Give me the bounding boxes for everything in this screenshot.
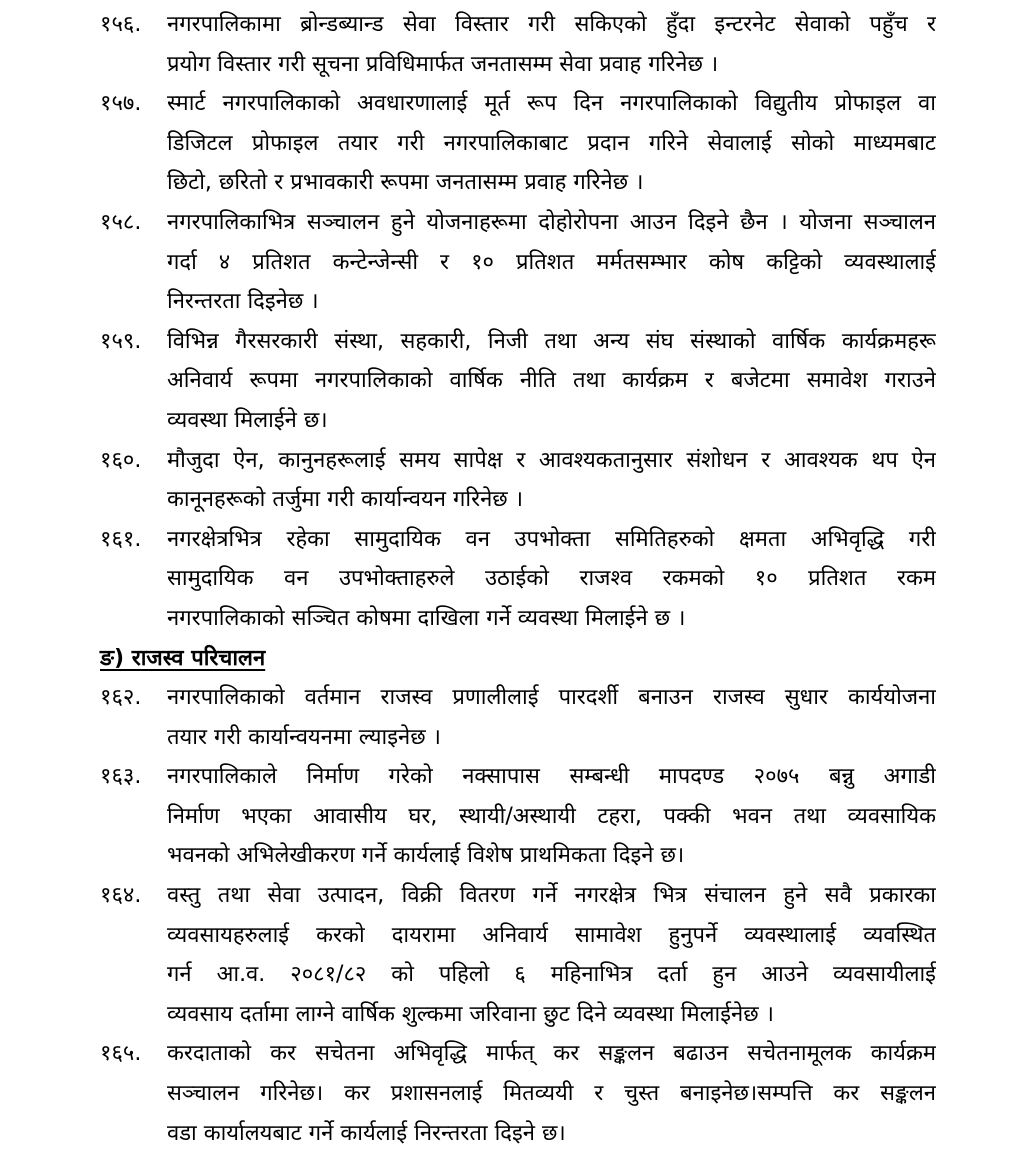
paragraph-number: १६५. (100, 1041, 142, 1067)
policy-list (100, 5, 936, 639)
paragraph-line: निर्माण भएका आवासीय घर, स्थायी/अस्थायी टहरा, पक्की भवन तथा व्यवसायिक (167, 803, 936, 829)
paragraph-line: विभिन्न गैरसरकारी संस्था, सहकारी, निजी तथा अन्य संघ संस्थाको वार्षिक कार्यक्रमहरू (167, 328, 936, 354)
paragraph-number: १६१. (100, 526, 142, 552)
paragraph-line: मौजुदा ऐन, कानुनहरूलाई समय सापेक्ष र आवश्यकतानुसार संशोधन र आवश्यक थप ऐन (167, 447, 936, 473)
paragraph-number: १६४. (100, 883, 142, 909)
paragraph-line: वस्तु तथा सेवा उत्पादन, विक्री वितरण गर्ने नगरक्षेत्र भित्र संचालन हुने सवै प्रकारका (167, 883, 936, 909)
paragraph-line: स्मार्ट नगरपालिकाको अवधारणालाई मूर्त रूप दिन नगरपालिकाको विद्युतीय प्रोफाइल वा (167, 91, 936, 117)
paragraph-number: १६०. (100, 447, 142, 473)
paragraph-line: व्यवसायहरुलाई करको दायरामा अनिवार्य सामावेश हुनुपर्ने व्यवस्थालाई व्यवस्थित (167, 922, 936, 948)
paragraph-line: व्यवस्था मिलाईने छ। (167, 407, 328, 433)
paragraph-line: तयार गरी कार्यान्वयनमा ल्याइनेछ । (167, 724, 442, 750)
paragraph-line: नगरपालिकामा ब्रोन्डब्यान्ड सेवा विस्तार गरी सकिएको हुँदा इन्टरनेट सेवाको पहुँच र (167, 12, 936, 37)
paragraph-number: १५६. (100, 12, 142, 37)
paragraph-line: सञ्चालन गरिनेछ। कर प्रशासनलाई मितव्ययी र चुस्त बनाइनेछ।सम्पत्ति कर सङ्कलन (167, 1081, 936, 1107)
paragraph-number: १५७. (100, 91, 142, 117)
revenue-policy-list (100, 678, 936, 1153)
section-heading (100, 639, 936, 679)
paragraph-line: अनिवार्य रूपमा नगरपालिकाको वार्षिक नीति तथा कार्यक्रम र बजेटमा समावेश गराउने (167, 368, 936, 394)
paragraph-line: गर्न आ.व. २०८१/८२ को पहिलो ६ महिनाभित्र दर्ता हुन आउने व्यवसायीलाई (167, 962, 936, 988)
document-page (100, 5, 936, 1153)
paragraph-line: नगरपालिकाको वर्तमान राजस्व प्रणालीलाई पारदर्शी बनाउन राजस्व सुधार कार्ययोजना (167, 685, 936, 711)
paragraph-line: भवनको अभिलेखीकरण गर्ने कार्यलाई विशेष प्राथमिकता दिइने छ। (167, 843, 685, 869)
paragraph-line: गर्दा ४ प्रतिशत कन्टेन्जेन्सी र १० प्रतिशत मर्मतसम्भार कोष कट्टिको व्यवस्थालाई (167, 249, 936, 275)
paragraph-line: व्यवसाय दर्तामा लाग्ने वार्षिक शुल्कमा जरिवाना छुट दिने व्यवस्था मिलाईनेछ । (167, 1001, 775, 1027)
numbered-paragraph (100, 5, 936, 84)
paragraph-line: नगरपालिकाको सञ्चित कोषमा दाखिला गर्ने व्यवस्था मिलाईने छ । (167, 605, 686, 631)
numbered-paragraph (100, 757, 936, 876)
numbered-paragraph (100, 84, 936, 203)
numbered-paragraph (100, 876, 936, 1034)
paragraph-line: प्रयोग विस्तार गरी सूचना प्रविधिमार्फत जनतासम्म सेवा प्रवाह गरिनेछ । (167, 51, 719, 77)
paragraph-line: सामुदायिक वन उपभोक्ताहरुले उठाईको राजश्व रकमको १० प्रतिशत रकम (167, 566, 936, 592)
paragraph-line: वडा कार्यालयबाट गर्ने कार्यलाई निरन्तरता दिइने छ। (167, 1120, 566, 1146)
numbered-paragraph (100, 203, 936, 322)
section-heading-text: ङ) राजस्व परिचालन (100, 645, 266, 671)
paragraph-number: १६३. (100, 764, 142, 790)
paragraph-line: करदाताको कर सचेतना अभिवृद्धि मार्फत् कर सङ्कलन बढाउन सचेतनामूलक कार्यक्रम (167, 1041, 936, 1067)
numbered-paragraph (100, 678, 936, 757)
paragraph-number: १५९. (100, 328, 142, 354)
paragraph-number: १६२. (100, 685, 142, 711)
paragraph-line: छिटो, छरितो र प्रभावकारी रूपमा जनतासम्म प्रवाह गरिनेछ । (167, 170, 644, 196)
paragraph-line: नगरपालिकाभित्र सञ्चालन हुने योजनाहरूमा दोहोरोपना आउन दिइने छैन । योजना सञ्चालन (167, 209, 936, 235)
numbered-paragraph (100, 520, 936, 639)
numbered-paragraph (100, 1034, 936, 1153)
paragraph-line: नगरपालिकाले निर्माण गरेको नक्सापास सम्बन्धी मापदण्ड २०७५ बन्नु अगाडी (167, 764, 936, 790)
paragraph-number: १५८. (100, 209, 142, 235)
paragraph-line: डिजिटल प्रोफाइल तयार गरी नगरपालिकाबाट प्रदान गरिने सेवालाई सोको माध्यमबाट (167, 130, 936, 156)
paragraph-line: कानूनहरूको तर्जुमा गरी कार्यान्वयन गरिनेछ । (167, 487, 524, 513)
numbered-paragraph (100, 441, 936, 520)
numbered-paragraph (100, 322, 936, 441)
paragraph-line: निरन्तरता दिइनेछ । (167, 289, 319, 315)
paragraph-line: नगरक्षेत्रभित्र रहेका सामुदायिक वन उपभोक्ता समितिहरुको क्षमता अभिवृद्धि गरी (167, 526, 936, 552)
